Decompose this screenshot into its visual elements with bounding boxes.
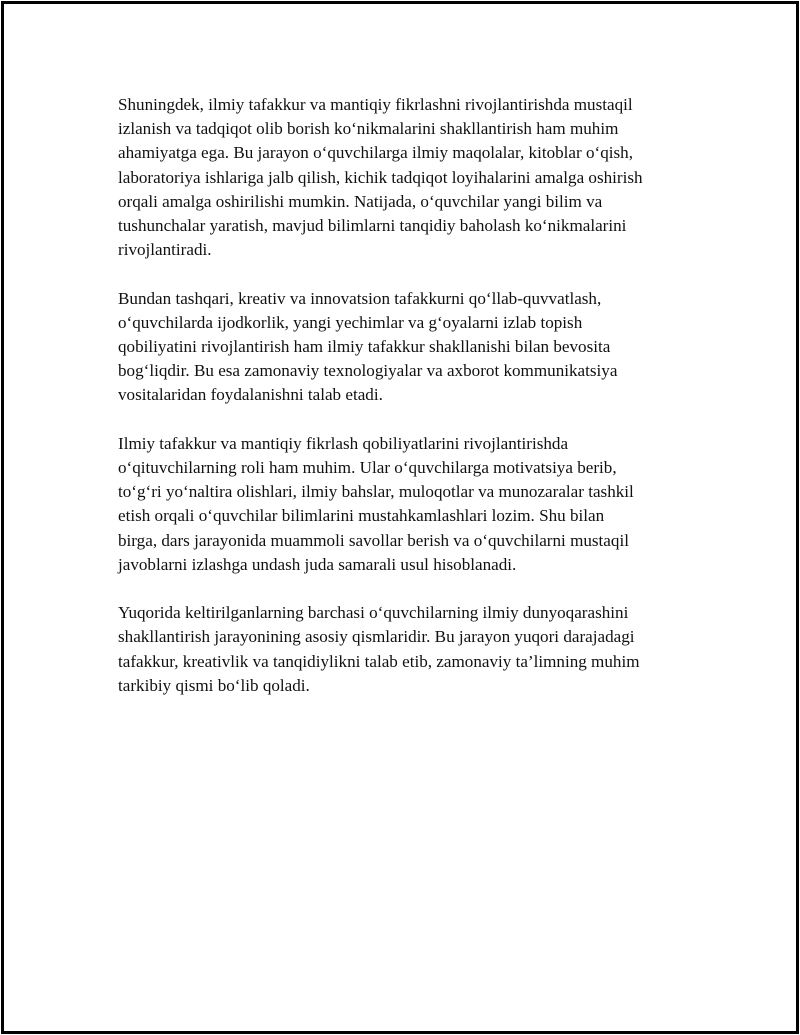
paragraph-4: Yuqorida keltirilganlarning barchasi o‘quvchilarning ilmiy dunyoqarashini shakllantirish jarayonining asosiy qismlaridir. Bu jarayon yuqori darajadagi tafakkur, kreativlik va tanqidiylikni talab etib, zamonaviy ta’limning muhim tarkibiy qismi bo‘lib qoladi. [118,603,640,695]
paragraph-2: Bundan tashqari, kreativ va innovatsion tafakkurni qo‘llab-quvvatlash, o‘quvchilarda ijodkorlik, yangi yechimlar va g‘oyalarni izlab topish qobiliyatini rivojlantirish ham ilmiy tafakkur shakllanishi bilan bevosita bog‘liqdir. Bu esa zamonaviy texnologiyalar va axborot kommunikatsiya vositalaridan foydalanishni talab etadi. [118,288,618,405]
document-body [118,93,708,722]
paragraph-3: Ilmiy tafakkur va mantiqiy fikrlash qobiliyatlarini rivojlantirishda o‘qituvchilarning roli ham muhim. Ular o‘quvchilarga motivatsiya berib, to‘g‘ri yo‘naltira olishlari, ilmiy bahslar, muloqotlar va munozaralar tashkil etish orqali o‘quvchilar bilimlarini mustahkamlashlari lozim. Shu bilan birga, dars jarayonida muammoli savollar berish va o‘quvchilarni mustaqil javoblarni izlashga undash juda samarali usul hisoblanadi. [118,433,634,574]
paragraph-1: Shuningdek, ilmiy tafakkur va mantiqiy fikrlashni rivojlantirishda mustaqil izlanish va tadqiqot olib borish ko‘nikmalarini shakllantirish ham muhim ahamiyatga ega. Bu jarayon o‘quvchilarga ilmiy maqolalar, kitoblar o‘qish, laboratoriya ishlariga jalb qilish, kichik tadqiqot loyihalarini amalga oshirish orqali amalga oshirilishi mumkin. Natijada, o‘quvchilar yangi bilim va tushunchalar yaratish, mavjud bilimlarni tanqidiy baholash ko‘nikmalarini rivojlantiradi. [118,95,643,260]
page-frame [1,1,799,1034]
